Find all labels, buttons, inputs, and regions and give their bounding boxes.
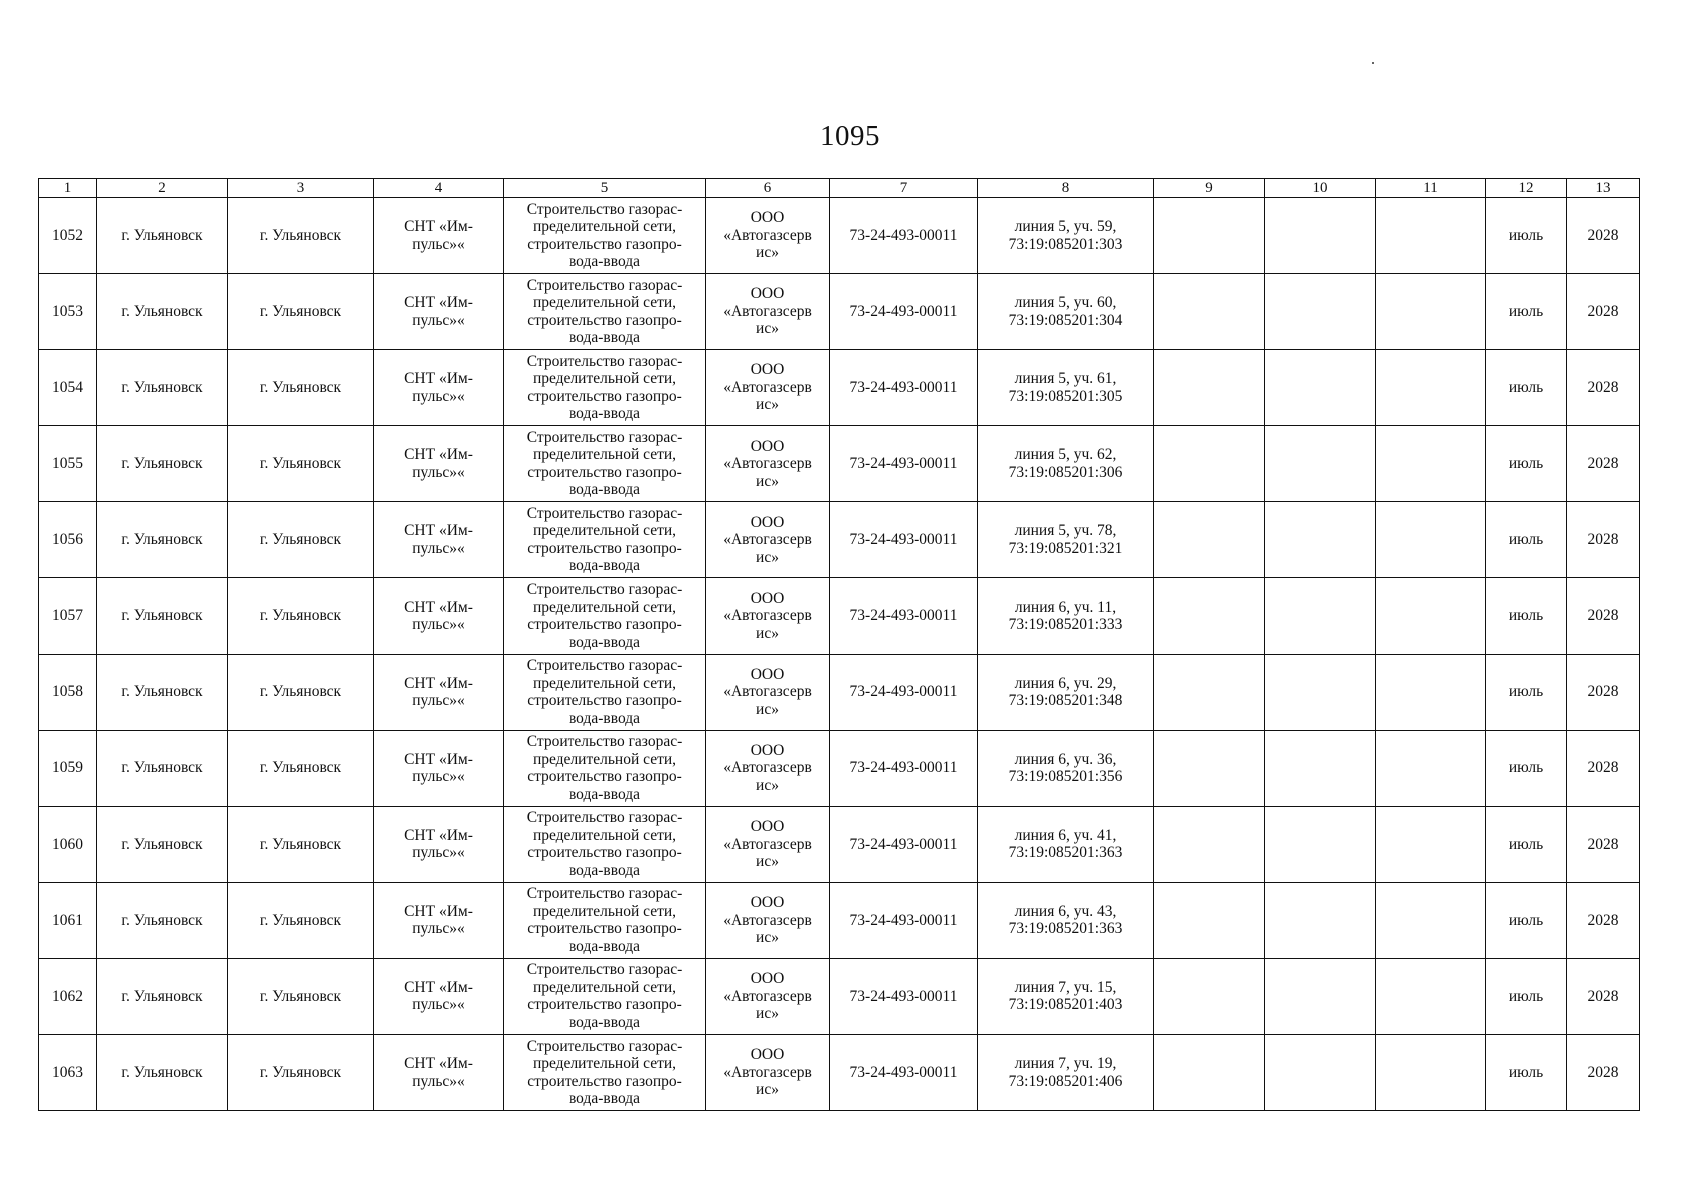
- month-cell: июль: [1486, 1035, 1567, 1111]
- work-description-cell: Строительство газорас- пределительной сети, строительство газопро- вода-ввода: [504, 1035, 706, 1111]
- municipality-cell: г. Ульяновск: [97, 654, 228, 730]
- column-11-cell: [1376, 274, 1486, 350]
- row-number-cell: 1060: [39, 806, 97, 882]
- column-header: 2: [97, 179, 228, 198]
- settlement-cell: г. Ульяновск: [228, 274, 374, 350]
- plot-address-cell: линия 5, уч. 60, 73:19:085201:304: [978, 274, 1154, 350]
- registry-code-cell: 73-24-493-00011: [830, 274, 978, 350]
- registry-code-cell: 73-24-493-00011: [830, 882, 978, 958]
- column-10-cell: [1265, 578, 1376, 654]
- column-9-cell: [1154, 426, 1265, 502]
- object-location-cell: СНТ «Им- пульс»«: [374, 730, 504, 806]
- organization-cell: ООО «Автогазсерв ис»: [706, 426, 830, 502]
- organization-cell: ООО «Автогазсерв ис»: [706, 882, 830, 958]
- column-10-cell: [1265, 730, 1376, 806]
- settlement-cell: г. Ульяновск: [228, 350, 374, 426]
- municipality-cell: г. Ульяновск: [97, 578, 228, 654]
- column-9-cell: [1154, 1035, 1265, 1111]
- object-location-cell: СНТ «Им- пульс»«: [374, 578, 504, 654]
- object-location-cell: СНТ «Им- пульс»«: [374, 350, 504, 426]
- registry-code-cell: 73-24-493-00011: [830, 806, 978, 882]
- column-10-cell: [1265, 502, 1376, 578]
- work-description-cell: Строительство газорас- пределительной сети, строительство газопро- вода-ввода: [504, 882, 706, 958]
- year-cell: 2028: [1567, 882, 1640, 958]
- table-row: [39, 274, 1640, 350]
- year-cell: 2028: [1567, 654, 1640, 730]
- registry-code-cell: 73-24-493-00011: [830, 578, 978, 654]
- settlement-cell: г. Ульяновск: [228, 198, 374, 274]
- row-number-cell: 1058: [39, 654, 97, 730]
- work-description-cell: Строительство газорас- пределительной сети, строительство газопро- вода-ввода: [504, 578, 706, 654]
- column-9-cell: [1154, 806, 1265, 882]
- column-header: 11: [1376, 179, 1486, 198]
- column-11-cell: [1376, 806, 1486, 882]
- municipality-cell: г. Ульяновск: [97, 426, 228, 502]
- settlement-cell: г. Ульяновск: [228, 502, 374, 578]
- plot-address-cell: линия 5, уч. 61, 73:19:085201:305: [978, 350, 1154, 426]
- column-9-cell: [1154, 958, 1265, 1034]
- plot-address-cell: линия 6, уч. 36, 73:19:085201:356: [978, 730, 1154, 806]
- row-number-cell: 1053: [39, 274, 97, 350]
- object-location-cell: СНТ «Им- пульс»«: [374, 958, 504, 1034]
- organization-cell: ООО «Автогазсерв ис»: [706, 1035, 830, 1111]
- table-row: [39, 426, 1640, 502]
- plot-address-cell: линия 5, уч. 78, 73:19:085201:321: [978, 502, 1154, 578]
- column-10-cell: [1265, 654, 1376, 730]
- organization-cell: ООО «Автогазсерв ис»: [706, 578, 830, 654]
- work-description-cell: Строительство газорас- пределительной сети, строительство газопро- вода-ввода: [504, 958, 706, 1034]
- column-10-cell: [1265, 274, 1376, 350]
- year-cell: 2028: [1567, 350, 1640, 426]
- column-11-cell: [1376, 730, 1486, 806]
- plot-address-cell: линия 5, уч. 62, 73:19:085201:306: [978, 426, 1154, 502]
- column-10-cell: [1265, 806, 1376, 882]
- row-number-cell: 1061: [39, 882, 97, 958]
- column-9-cell: [1154, 350, 1265, 426]
- plot-address-cell: линия 6, уч. 43, 73:19:085201:363: [978, 882, 1154, 958]
- year-cell: 2028: [1567, 502, 1640, 578]
- organization-cell: ООО «Автогазсерв ис»: [706, 730, 830, 806]
- registry-code-cell: 73-24-493-00011: [830, 502, 978, 578]
- column-header: 1: [39, 179, 97, 198]
- scan-speck: [1372, 62, 1374, 64]
- month-cell: июль: [1486, 882, 1567, 958]
- municipality-cell: г. Ульяновск: [97, 274, 228, 350]
- settlement-cell: г. Ульяновск: [228, 730, 374, 806]
- row-number-cell: 1057: [39, 578, 97, 654]
- table-row: [39, 806, 1640, 882]
- year-cell: 2028: [1567, 1035, 1640, 1111]
- column-header: 12: [1486, 179, 1567, 198]
- month-cell: июль: [1486, 806, 1567, 882]
- plot-address-cell: линия 7, уч. 15, 73:19:085201:403: [978, 958, 1154, 1034]
- column-11-cell: [1376, 958, 1486, 1034]
- month-cell: июль: [1486, 654, 1567, 730]
- organization-cell: ООО «Автогазсерв ис»: [706, 350, 830, 426]
- column-header: 7: [830, 179, 978, 198]
- row-number-cell: 1055: [39, 426, 97, 502]
- column-header: 10: [1265, 179, 1376, 198]
- object-location-cell: СНТ «Им- пульс»«: [374, 882, 504, 958]
- registry-code-cell: 73-24-493-00011: [830, 426, 978, 502]
- column-9-cell: [1154, 730, 1265, 806]
- registry-code-cell: 73-24-493-00011: [830, 958, 978, 1034]
- year-cell: 2028: [1567, 274, 1640, 350]
- settlement-cell: г. Ульяновск: [228, 806, 374, 882]
- month-cell: июль: [1486, 426, 1567, 502]
- column-10-cell: [1265, 958, 1376, 1034]
- column-11-cell: [1376, 502, 1486, 578]
- plot-address-cell: линия 6, уч. 41, 73:19:085201:363: [978, 806, 1154, 882]
- work-description-cell: Строительство газорас- пределительной сети, строительство газопро- вода-ввода: [504, 350, 706, 426]
- municipality-cell: г. Ульяновск: [97, 502, 228, 578]
- organization-cell: ООО «Автогазсерв ис»: [706, 958, 830, 1034]
- column-header: 9: [1154, 179, 1265, 198]
- object-location-cell: СНТ «Им- пульс»«: [374, 806, 504, 882]
- column-10-cell: [1265, 882, 1376, 958]
- column-header: 5: [504, 179, 706, 198]
- table-row: [39, 198, 1640, 274]
- month-cell: июль: [1486, 198, 1567, 274]
- registry-code-cell: 73-24-493-00011: [830, 198, 978, 274]
- object-location-cell: СНТ «Им- пульс»«: [374, 198, 504, 274]
- municipality-cell: г. Ульяновск: [97, 882, 228, 958]
- column-9-cell: [1154, 274, 1265, 350]
- settlement-cell: г. Ульяновск: [228, 882, 374, 958]
- organization-cell: ООО «Автогазсерв ис»: [706, 274, 830, 350]
- organization-cell: ООО «Автогазсерв ис»: [706, 806, 830, 882]
- column-header: 13: [1567, 179, 1640, 198]
- registry-code-cell: 73-24-493-00011: [830, 350, 978, 426]
- settlement-cell: г. Ульяновск: [228, 426, 374, 502]
- column-header: 3: [228, 179, 374, 198]
- column-11-cell: [1376, 578, 1486, 654]
- work-description-cell: Строительство газорас- пределительной сети, строительство газопро- вода-ввода: [504, 730, 706, 806]
- column-10-cell: [1265, 1035, 1376, 1111]
- table-row: [39, 654, 1640, 730]
- column-9-cell: [1154, 654, 1265, 730]
- plot-address-cell: линия 7, уч. 19, 73:19:085201:406: [978, 1035, 1154, 1111]
- municipality-cell: г. Ульяновск: [97, 1035, 228, 1111]
- organization-cell: ООО «Автогазсерв ис»: [706, 654, 830, 730]
- year-cell: 2028: [1567, 958, 1640, 1034]
- column-10-cell: [1265, 350, 1376, 426]
- organization-cell: ООО «Автогазсерв ис»: [706, 502, 830, 578]
- month-cell: июль: [1486, 502, 1567, 578]
- table-row: [39, 502, 1640, 578]
- column-header: 4: [374, 179, 504, 198]
- column-9-cell: [1154, 198, 1265, 274]
- table-row: [39, 958, 1640, 1034]
- month-cell: июль: [1486, 730, 1567, 806]
- work-description-cell: Строительство газорас- пределительной сети, строительство газопро- вода-ввода: [504, 274, 706, 350]
- work-description-cell: Строительство газорас- пределительной сети, строительство газопро- вода-ввода: [504, 654, 706, 730]
- plot-address-cell: линия 6, уч. 29, 73:19:085201:348: [978, 654, 1154, 730]
- table-row: [39, 350, 1640, 426]
- settlement-cell: г. Ульяновск: [228, 1035, 374, 1111]
- municipality-cell: г. Ульяновск: [97, 806, 228, 882]
- object-location-cell: СНТ «Им- пульс»«: [374, 502, 504, 578]
- column-9-cell: [1154, 882, 1265, 958]
- municipality-cell: г. Ульяновск: [97, 958, 228, 1034]
- object-location-cell: СНТ «Им- пульс»«: [374, 1035, 504, 1111]
- object-location-cell: СНТ «Им- пульс»«: [374, 274, 504, 350]
- registry-code-cell: 73-24-493-00011: [830, 654, 978, 730]
- organization-cell: ООО «Автогазсерв ис»: [706, 198, 830, 274]
- row-number-cell: 1052: [39, 198, 97, 274]
- table-row: [39, 1035, 1640, 1111]
- work-description-cell: Строительство газорас- пределительной сети, строительство газопро- вода-ввода: [504, 426, 706, 502]
- column-11-cell: [1376, 350, 1486, 426]
- register-rows: [39, 198, 1640, 1111]
- plot-address-cell: линия 5, уч. 59, 73:19:085201:303: [978, 198, 1154, 274]
- year-cell: 2028: [1567, 730, 1640, 806]
- table-row: [39, 730, 1640, 806]
- plot-address-cell: линия 6, уч. 11, 73:19:085201:333: [978, 578, 1154, 654]
- column-10-cell: [1265, 198, 1376, 274]
- settlement-cell: г. Ульяновск: [228, 578, 374, 654]
- column-9-cell: [1154, 578, 1265, 654]
- column-11-cell: [1376, 654, 1486, 730]
- month-cell: июль: [1486, 350, 1567, 426]
- municipality-cell: г. Ульяновск: [97, 198, 228, 274]
- table-row: [39, 578, 1640, 654]
- column-number-row: [39, 179, 1640, 198]
- settlement-cell: г. Ульяновск: [228, 958, 374, 1034]
- table-row: [39, 882, 1640, 958]
- row-number-cell: 1054: [39, 350, 97, 426]
- register-table: [38, 178, 1640, 1111]
- column-header: 8: [978, 179, 1154, 198]
- row-number-cell: 1056: [39, 502, 97, 578]
- page-number: 1095: [820, 120, 880, 152]
- work-description-cell: Строительство газорас- пределительной сети, строительство газопро- вода-ввода: [504, 198, 706, 274]
- column-11-cell: [1376, 198, 1486, 274]
- row-number-cell: 1063: [39, 1035, 97, 1111]
- year-cell: 2028: [1567, 578, 1640, 654]
- settlement-cell: г. Ульяновск: [228, 654, 374, 730]
- column-11-cell: [1376, 426, 1486, 502]
- municipality-cell: г. Ульяновск: [97, 730, 228, 806]
- column-11-cell: [1376, 882, 1486, 958]
- year-cell: 2028: [1567, 426, 1640, 502]
- month-cell: июль: [1486, 958, 1567, 1034]
- object-location-cell: СНТ «Им- пульс»«: [374, 654, 504, 730]
- column-9-cell: [1154, 502, 1265, 578]
- registry-code-cell: 73-24-493-00011: [830, 1035, 978, 1111]
- row-number-cell: 1062: [39, 958, 97, 1034]
- row-number-cell: 1059: [39, 730, 97, 806]
- registry-code-cell: 73-24-493-00011: [830, 730, 978, 806]
- month-cell: июль: [1486, 274, 1567, 350]
- month-cell: июль: [1486, 578, 1567, 654]
- year-cell: 2028: [1567, 806, 1640, 882]
- column-10-cell: [1265, 426, 1376, 502]
- object-location-cell: СНТ «Им- пульс»«: [374, 426, 504, 502]
- column-header: 6: [706, 179, 830, 198]
- municipality-cell: г. Ульяновск: [97, 350, 228, 426]
- work-description-cell: Строительство газорас- пределительной сети, строительство газопро- вода-ввода: [504, 806, 706, 882]
- year-cell: 2028: [1567, 198, 1640, 274]
- column-11-cell: [1376, 1035, 1486, 1111]
- work-description-cell: Строительство газорас- пределительной сети, строительство газопро- вода-ввода: [504, 502, 706, 578]
